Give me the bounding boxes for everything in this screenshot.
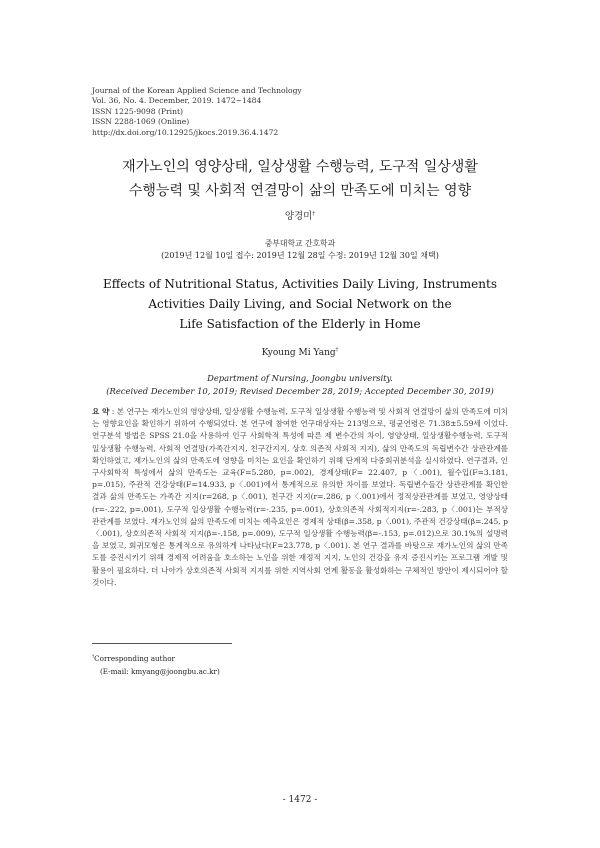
english-title-line-2: Activities Daily Living, and Social Network on the — [148, 297, 452, 311]
english-title — [0, 274, 600, 334]
korean-author-mark: † — [312, 210, 316, 217]
issn-print: ISSN 1225-9098 (Print) — [92, 106, 183, 116]
abstract — [92, 406, 508, 589]
issn-online: ISSN 2288-1069 (Online) — [92, 117, 190, 127]
footnote-mark: † — [92, 654, 95, 660]
footnote-email: (E-mail: kmyang@joongbu.ac.kr) — [100, 667, 220, 676]
journal-volume: Vol. 36, No. 4. December, 2019. 1472~1484 — [92, 96, 262, 106]
english-title-line-1: Effects of Nutritional Status, Activities Daily Living, Instruments — [103, 277, 497, 291]
english-dates: (Received December 10, 2019; Revised December 28, 2019; Accepted December 30, 2019) — [106, 386, 494, 396]
english-title-line-3: Life Satisfaction of the Elderly in Home — [179, 317, 421, 331]
korean-author — [0, 208, 600, 222]
page-number: - 1472 - — [282, 795, 318, 805]
korean-dates: (2019년 12월 10일 접수: 2019년 12월 28일 수정: 2019년 12월 30일 채택) — [161, 251, 439, 260]
korean-title-line-1: 재가노인의 영양상태, 일상생활 수행능력, 도구적 일상생활 — [122, 159, 478, 175]
journal-header — [92, 86, 302, 138]
korean-affiliation: 중부대학교 간호학과 — [264, 239, 336, 248]
english-author-mark: † — [335, 347, 339, 353]
english-author — [0, 347, 600, 358]
footnote-label: Corresponding author — [94, 654, 175, 663]
journal-name: Journal of the Korean Applied Science and Technology — [92, 86, 302, 95]
footnote-corresponding — [92, 654, 175, 663]
korean-title — [0, 155, 600, 203]
doi-link[interactable]: http://dx.doi.org/10.12925/jkocs.2019.36.4.1472 — [92, 127, 279, 137]
english-author-name: Kyoung Mi Yang — [261, 348, 336, 358]
abstract-label: 요 약 — [92, 407, 110, 416]
abstract-text: : 본 연구는 재가노인의 영양상태, 일상생활 수행능력, 도구적 일상생활 수행능력 및 사회적 연결망이 삶의 만족도에 미치는 영향요인을 확인하기 위하여 수행되었다. 본 연구에 참여한 연구대상자는 213명으로, 평균연령은 71.38±5.59세 이었다. 연구분석 방법은 SPSS 21.0을 사용하여 인구 사회학적 특성에 따른 제 변수간의 차이, 영양상태, 일상생활수행능력, 도구적 일상생활 수행능력, 사회적 연결망(가족간지지, 친구간지지, 상호 의존적 사회적 지지), 삶의 만족도의 독립변수간 상관관계를 확인하였고, 재가노인의 삶의 만족도에 영향을 미치는 요인을 확인하기 위해 단계적 다중회귀분석을 실시하였다. 연구결과, 인구사회학적 특성에서 삶의 만족도는 교육(F=5.280, p=.002), 경제상태(F= 22.407, p〈.001), 월수입(F=3.181, p=.015), 주관적 건강상태(F=14.933, p〈.001)에서 통계적으로 유의한 차이를 보였다. 독립변수들간 상관관계를 확인한 결과 삶의 만족도는 가족간 지지(r=268, p〈.001), 친구간 지지(r=.286, p〈.001)에서 정적상관관계를 보였고, 영양상태(r=-.222, p=.001), 도구적 일상생활 수행능력(r=-.235, p=.001), 상호의존적 사회적지지(r=-.283, p〈.001)는 부적상관관계를 보였다. 재가노인의 삶의 만족도에 미치는 예측요인은 경제적 상태(β=.358, p〈.001), 주관적 건강상태(β=.245, p〈.001), 상호의존적 사회적 지지(β=-.158, p=.009), 도구적 일상생활 수행능력(β=-.153, p=.012)으로 30.1%의 설명력을 보였고, 회귀모형은 통계적으로 유의하게 나타났다(F=23.778, p〈.001). 본 연구 결과를 바탕으로 재가노인의 삶의 만족도를 증진시키기 위해 경제적 어려움을 호소하는 노인을 위한 재정적 지지, 노인의 건강을 유지 증진시키는 프로그램 개발 및 활용이 필요하다. 더 나아가 상호의존적 사회적 지지를 위한 지역사회 연계 활동을 활성화하는 구체적인 방안이 제시되어야 할 것이다. — [92, 407, 508, 587]
korean-author-name: 양경미 — [284, 211, 313, 222]
korean-title-line-2: 수행능력 및 사회적 연결망이 삶의 만족도에 미치는 영향 — [128, 183, 472, 199]
english-affiliation: Department of Nursing, Joongbu university. — [207, 373, 393, 383]
footnote-divider — [92, 643, 232, 644]
